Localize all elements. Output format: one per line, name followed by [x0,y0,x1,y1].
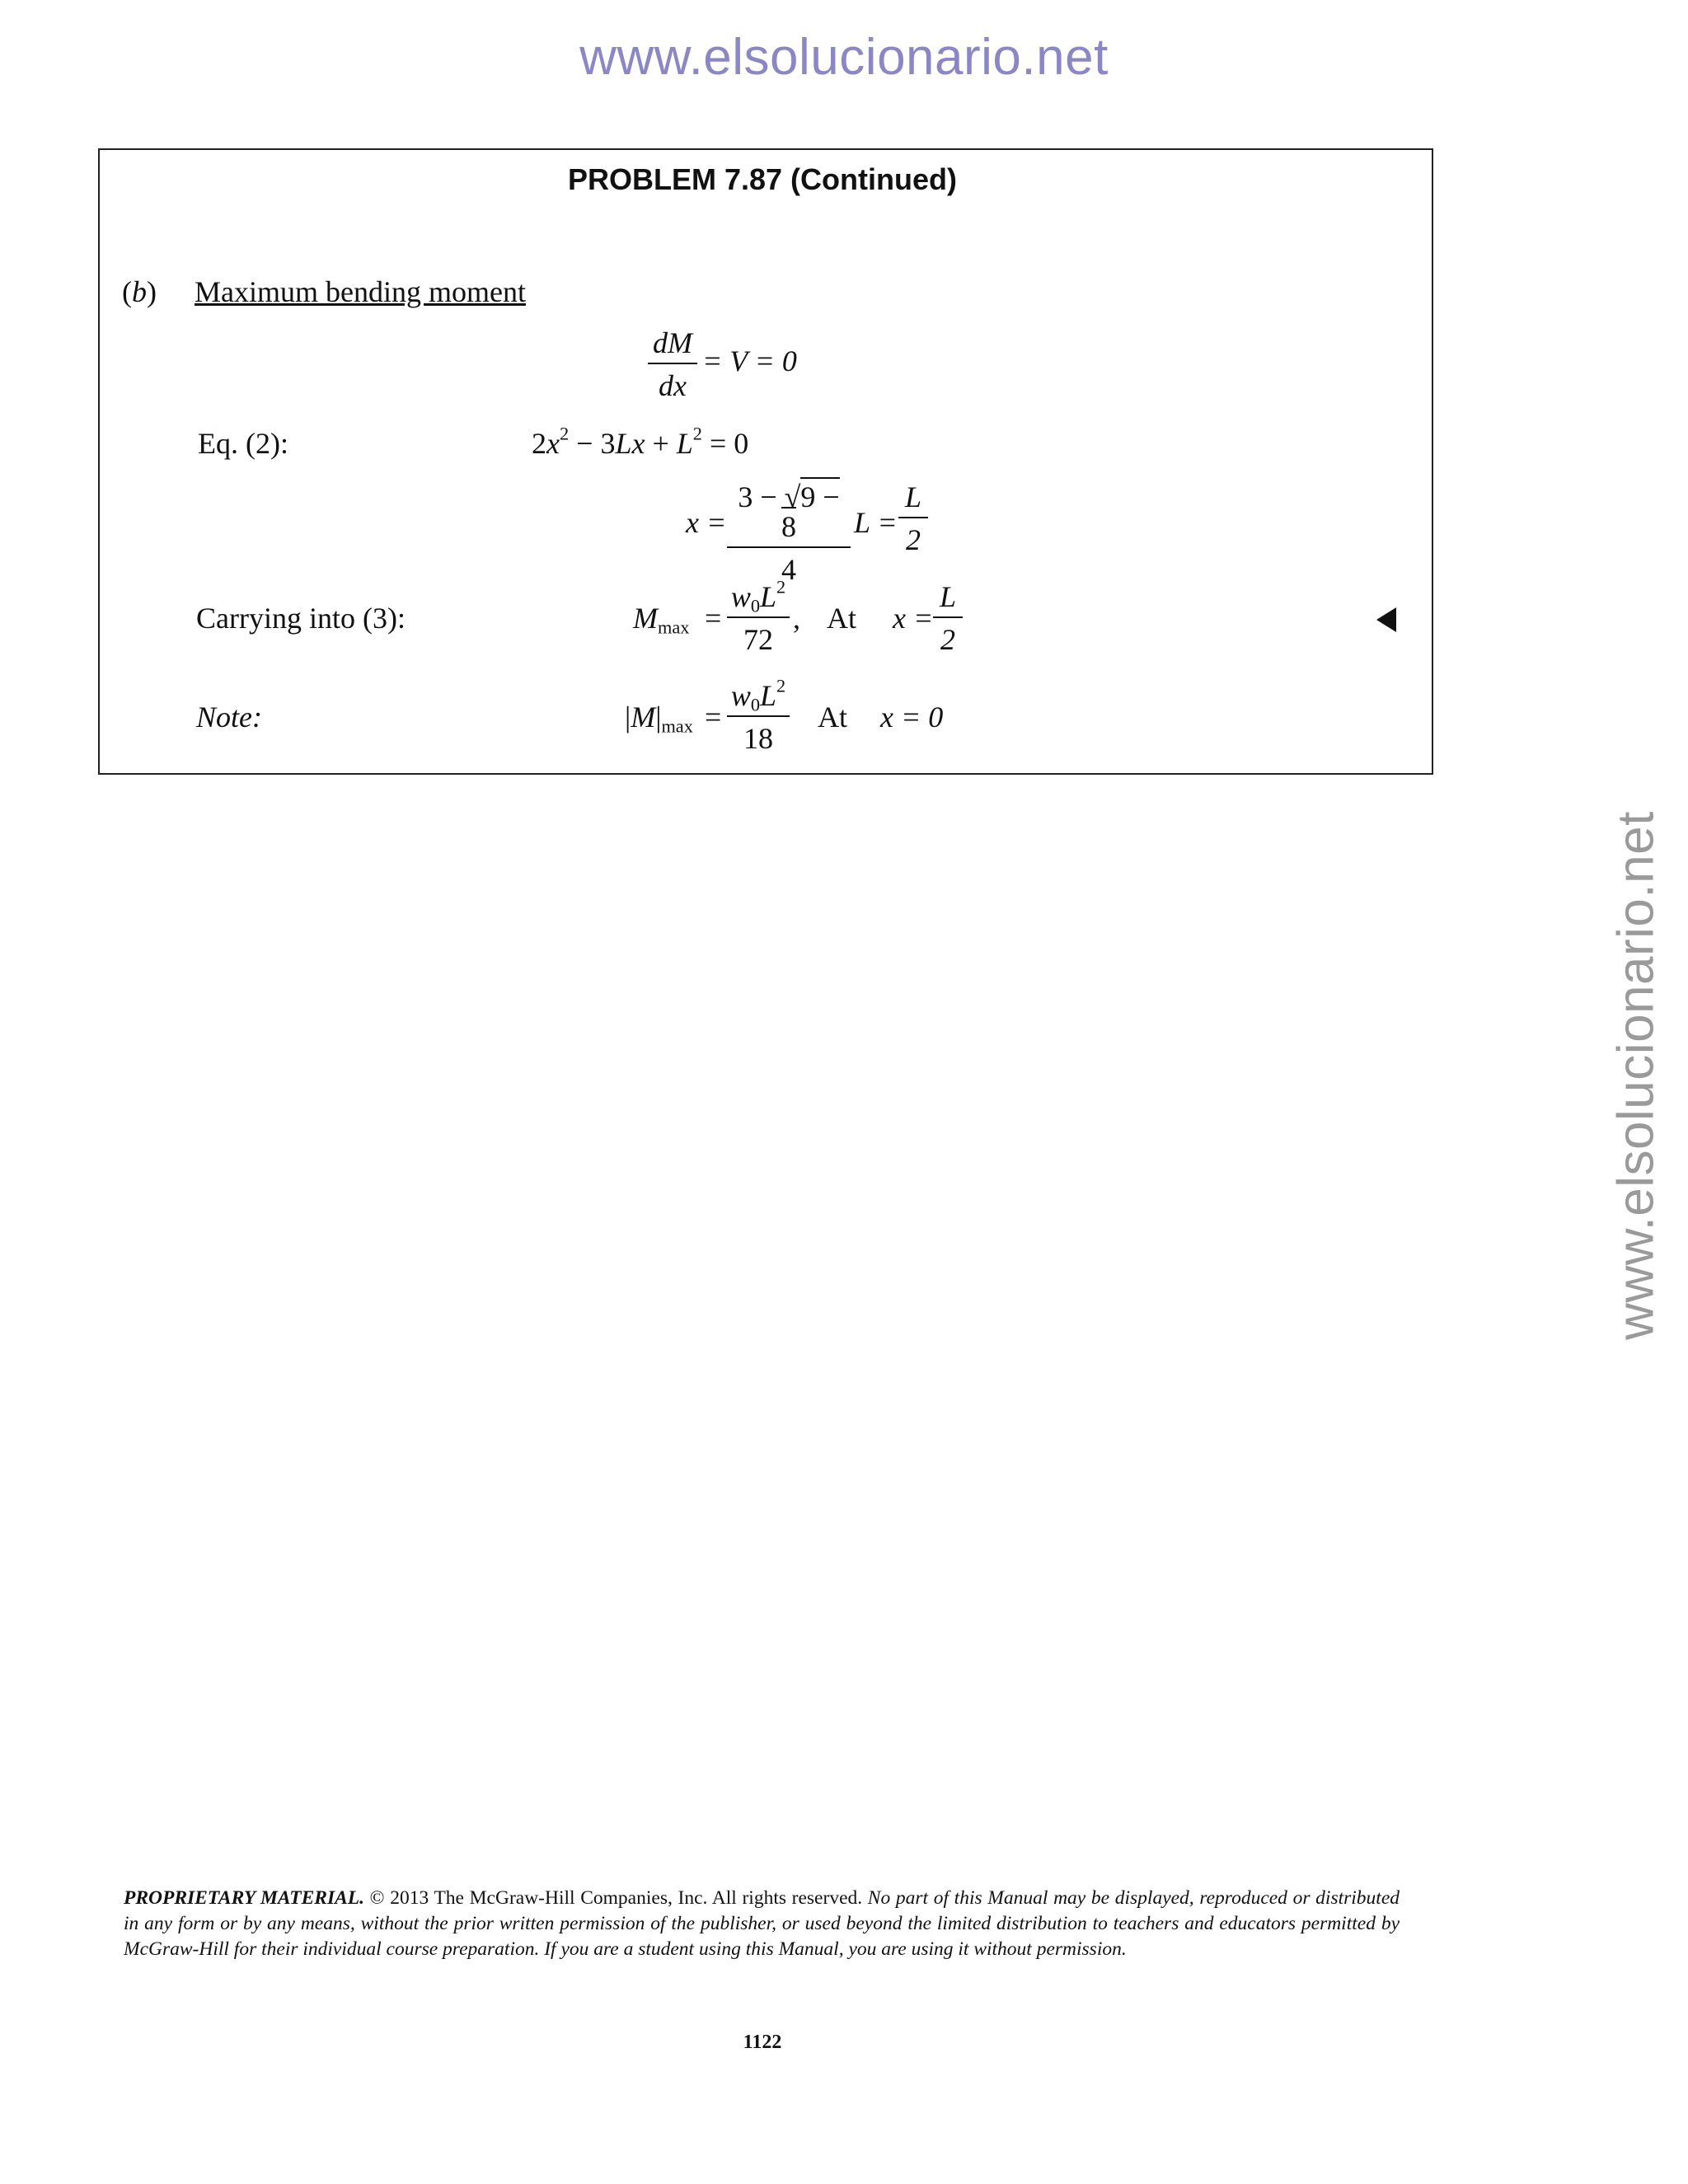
eq2-label: Eq. (2): [198,427,288,460]
carry-x-equals: x = [893,602,934,635]
problem-title: PROBLEM 7.87 (Continued) [567,162,957,196]
xsol-fraction-2: $\frac{L}{2}$ [898,482,928,555]
carry-fraction: $\frac{w_0L^2}{72}$ [727,582,790,654]
carry-x-fraction: $\frac{L}{2}$ [933,582,963,654]
page-number: 1122 [743,2032,782,2053]
watermark-top: www.elsolucionario.net [579,29,1109,86]
carry-equals: = [705,602,722,635]
eq2-expression: $2x^2 - 3Lx + L^2 = 0$ [532,423,749,460]
xsol-lhs: x = [686,506,727,539]
note-abs-mmax: $|M|_{max}$ [625,701,693,737]
note-label: Note: [196,701,262,733]
carry-mmax: $M_{max}$ [633,602,690,638]
note-at: At [818,701,847,733]
copyright-notice: PROPRIETARY MATERIAL. © 2013 The McGraw-Hill Companies, Inc. All rights reserved. No part of this Manual may be displayed, reproduced or distributed in any form or by any means, without the prior written permission of the publisher, or used beyond the limited distribution to teachers and educators permitted by McGraw-Hill for their individual course preparation. If you are a student using this Manual, you are using it without permission. [124,1887,1400,1960]
part-b-label: (b) [122,275,157,308]
xsol-mid: L = [854,506,898,539]
carry-comma: , [793,602,800,635]
note-equals: = [705,701,722,733]
part-b-heading: Maximum bending moment [195,275,526,308]
dmdx-fraction: $\frac{dM}{dx}$ [648,328,697,401]
note-fraction: $\frac{w_0L^2}{18}$ [727,681,790,753]
carry-at: At [827,602,856,635]
carry-label: Carrying into (3): [196,602,406,635]
note-x-zero: x = 0 [880,701,944,733]
watermark-side: www.elsolucionario.net [1607,811,1665,1340]
dmdx-rhs: = V = 0 [702,344,797,377]
xsol-fraction: $\frac{3 - √9 - 8}{4}$ [727,482,851,584]
answer-marker-icon [1376,607,1396,632]
